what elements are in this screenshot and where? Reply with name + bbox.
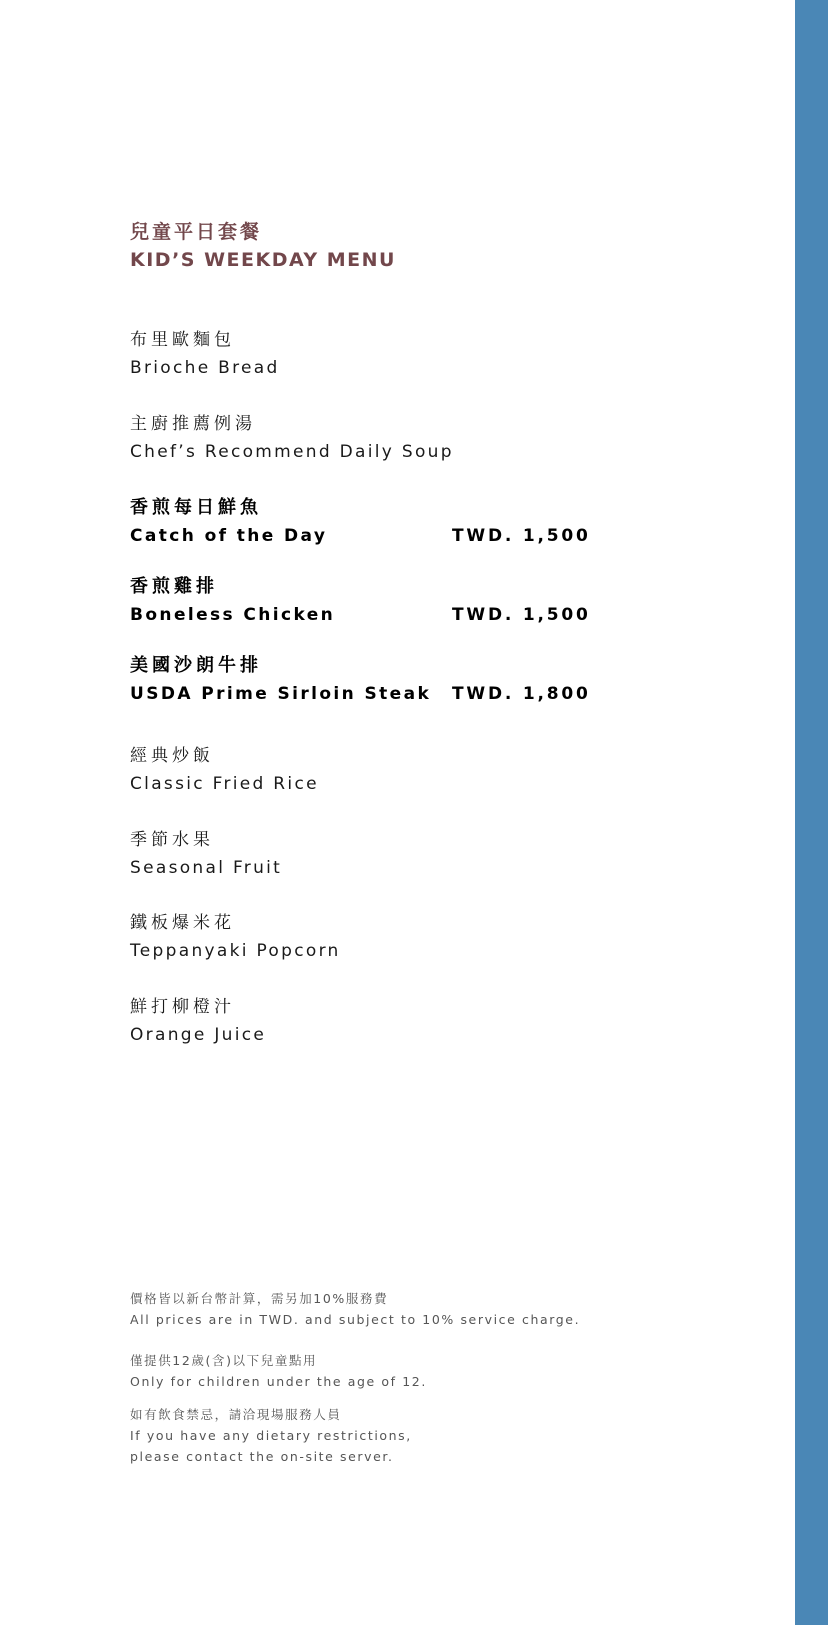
menu-item-teppanyaki-popcorn [130, 911, 600, 965]
menu-item-name-zh: 鐵板爆米花 [130, 913, 235, 933]
note-age-limit-zh: 僅提供12歲(含)以下兒童點用 [130, 1353, 318, 1368]
menu-item-name-en: Brioche Bread [130, 358, 280, 378]
menu-item-price: TWD. 1,800 [452, 684, 591, 704]
menu-item-price: TWD. 1,500 [452, 605, 591, 625]
menu-item-name-zh: 季節水果 [130, 830, 214, 850]
menu-item-name-en: Teppanyaki Popcorn [130, 941, 341, 961]
menu-item-name-en: Boneless Chicken [130, 605, 336, 625]
menu-item-name-zh: 布里歐麵包 [130, 330, 235, 350]
note-service-charge-en: All prices are in TWD. and subject to 10% service charge. [130, 1312, 581, 1327]
menu-item-price: TWD. 1,500 [452, 526, 591, 546]
menu-item-name-en: Catch of the Day [130, 526, 328, 546]
note-dietary-zh: 如有飲食禁忌，請洽現場服務人員 [130, 1407, 342, 1422]
menu-item-name-en: Classic Fried Rice [130, 774, 319, 794]
menu-title [130, 218, 396, 274]
menu-item-name-en: Orange Juice [130, 1025, 267, 1045]
menu-item-name-zh: 經典炒飯 [130, 746, 214, 766]
note-service-charge-zh: 價格皆以新台幣計算，需另加10%服務費 [130, 1291, 389, 1306]
menu-item-name-zh: 香煎每日鮮魚 [130, 497, 262, 518]
menu-item-name-zh: 主廚推薦例湯 [130, 414, 256, 434]
menu-item-name-en: Chef’s Recommend Daily Soup [130, 442, 454, 462]
menu-item-fried-rice [130, 744, 600, 798]
menu-item-orange-juice [130, 995, 600, 1049]
menu-item-boneless-chicken [130, 575, 600, 629]
menu-item-sirloin-steak [130, 654, 600, 708]
menu-item-name-en: USDA Prime Sirloin Steak [130, 684, 432, 704]
note-dietary-en-line1: If you have any dietary restrictions, [130, 1428, 412, 1443]
menu-item-name-en: Seasonal Fruit [130, 858, 283, 878]
menu-item-name-zh: 美國沙朗牛排 [130, 655, 262, 676]
menu-item-name-zh: 鮮打柳橙汁 [130, 997, 235, 1017]
menu-item-catch-of-the-day [130, 496, 600, 550]
side-accent-bar [795, 0, 828, 1625]
menu-title-zh: 兒童平日套餐 [130, 221, 263, 243]
menu-item-name-zh: 香煎雞排 [130, 576, 218, 597]
menu-item-seasonal-fruit [130, 828, 600, 882]
note-age-limit-en: Only for children under the age of 12. [130, 1374, 427, 1389]
menu-item-daily-soup [130, 412, 600, 466]
menu-title-en: KID’S WEEKDAY MENU [130, 249, 396, 271]
note-dietary-en-line2: please contact the on-site server. [130, 1449, 394, 1464]
menu-item-brioche-bread [130, 328, 600, 382]
